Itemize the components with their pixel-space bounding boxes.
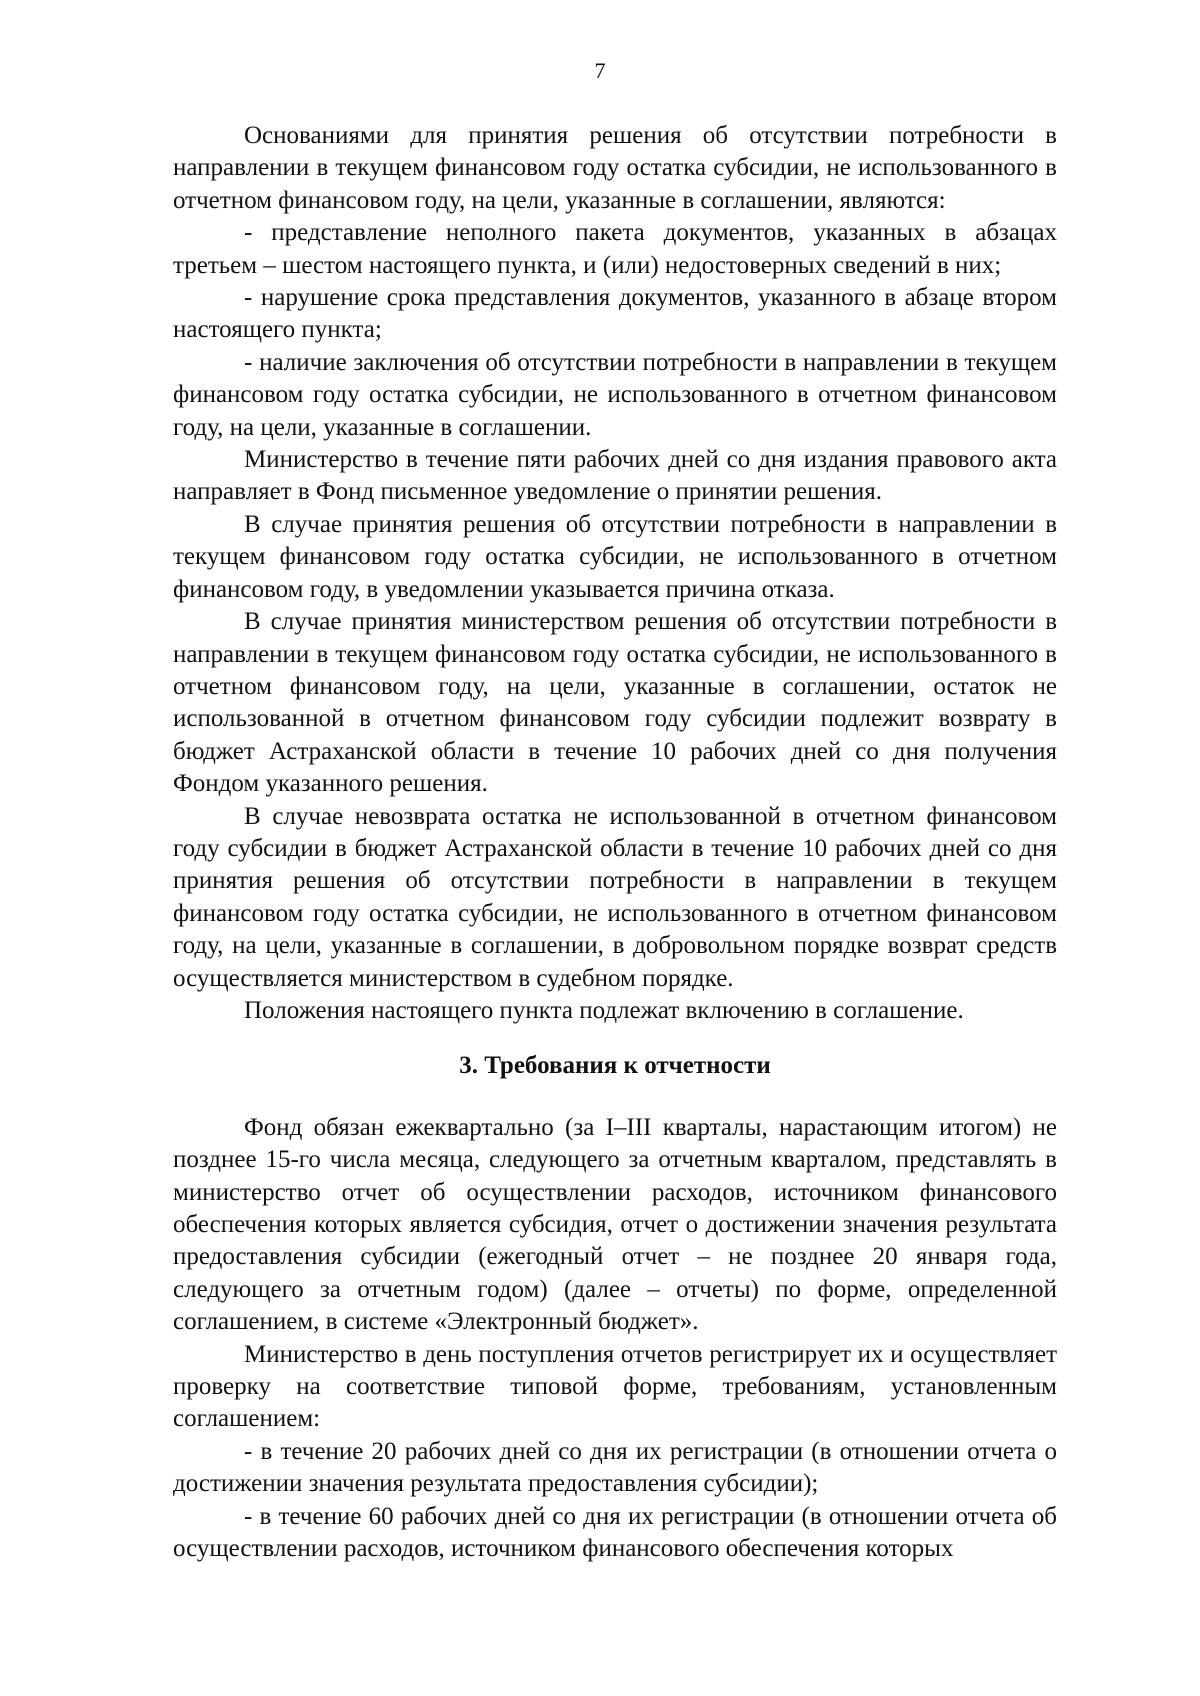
paragraph: В случае принятия министерством решения об отсутствии потребности в направлении в текущем финансовом году остатка субсидии, не использованного в отчетном финансовом году, на цели, указанные в соглашении, остаток не использованной в отчетном финансовом году субсидии подлежит возврату в бюджет Астраханской области в течение 10 рабочих дней со дня получения Фондом указанного решения. bbox=[173, 608, 1057, 798]
paragraph: Министерство в день поступления отчетов регистрирует их и осуществляет проверку на соответствие типовой форме, требованиям, установленным соглашением: bbox=[173, 1340, 1057, 1433]
document-body bbox=[173, 120, 1057, 1565]
section-heading: 3. Требования к отчетности bbox=[459, 1052, 771, 1080]
paragraph: Положения настоящего пункта подлежат включению в соглашение. bbox=[244, 996, 964, 1024]
paragraph: Фонд обязан ежеквартально (за I–III кварталы, нарастающим итогом) не позднее 15-го числа месяца, следующего за отчетным кварталом, представлять в министерство отчет об осуществлении расходов, источником финансового обеспечения которых является субсидия, отчет о достижении значения результата предоставления субсидии (ежегодный отчет – не позднее 20 января года, следующего за отчетным годом) (далее – отчеты) по форме, определенной соглашением, в системе «Электронный бюджет». bbox=[173, 1113, 1057, 1336]
paragraph: В случае невозврата остатка не использованной в отчетном финансовом году субсидии в бюджет Астраханской области в течение 10 рабочих дней со дня принятия решения об отсутствии потребности в направлении в текущем финансовом году остатка субсидии, не использованного в отчетном финансовом году, на цели, указанные в соглашении, в добровольном порядке возврат средств осуществляется министерством в судебном порядке. bbox=[173, 802, 1057, 992]
list-item: - в течение 20 рабочих дней со дня их регистрации (в отношении отчета о достижении значения результата предоставления субсидии); bbox=[173, 1437, 1057, 1498]
paragraph: Основаниями для принятия решения об отсутствии потребности в направлении в текущем финансовом году остатка субсидии, не использованного в отчетном финансовом году, на цели, указанные в соглашении, являются: bbox=[173, 122, 1057, 214]
paragraph: В случае принятия решения об отсутствии потребности в направлении в текущем финансовом году остатка субсидии, не использованного в отчетном финансовом году, в уведомлении указывается причина отказа. bbox=[173, 510, 1057, 603]
paragraph: Министерство в течение пяти рабочих дней со дня издания правового акта направляет в Фонд письменное уведомление о принятии решения. bbox=[173, 446, 1057, 506]
list-item: - представление неполного пакета документов, указанных в абзацах третьем – шестом настоящего пункта, и (или) недостоверных сведений в них; bbox=[173, 219, 1057, 279]
list-item: - нарушение срока представления документов, указанного в абзаце втором настоящего пункта; bbox=[173, 284, 1057, 344]
page-number: 7 bbox=[594, 58, 606, 83]
list-item: - в течение 60 рабочих дней со дня их регистрации (в отношении отчета об осуществлении расходов, источником финансового обеспечения которых bbox=[173, 1502, 1057, 1563]
list-item: - наличие заключения об отсутствии потребности в направлении в текущем финансовом году остатка субсидии, не использованного в отчетном финансовом году, на цели, указанные в соглашении. bbox=[173, 348, 1057, 441]
